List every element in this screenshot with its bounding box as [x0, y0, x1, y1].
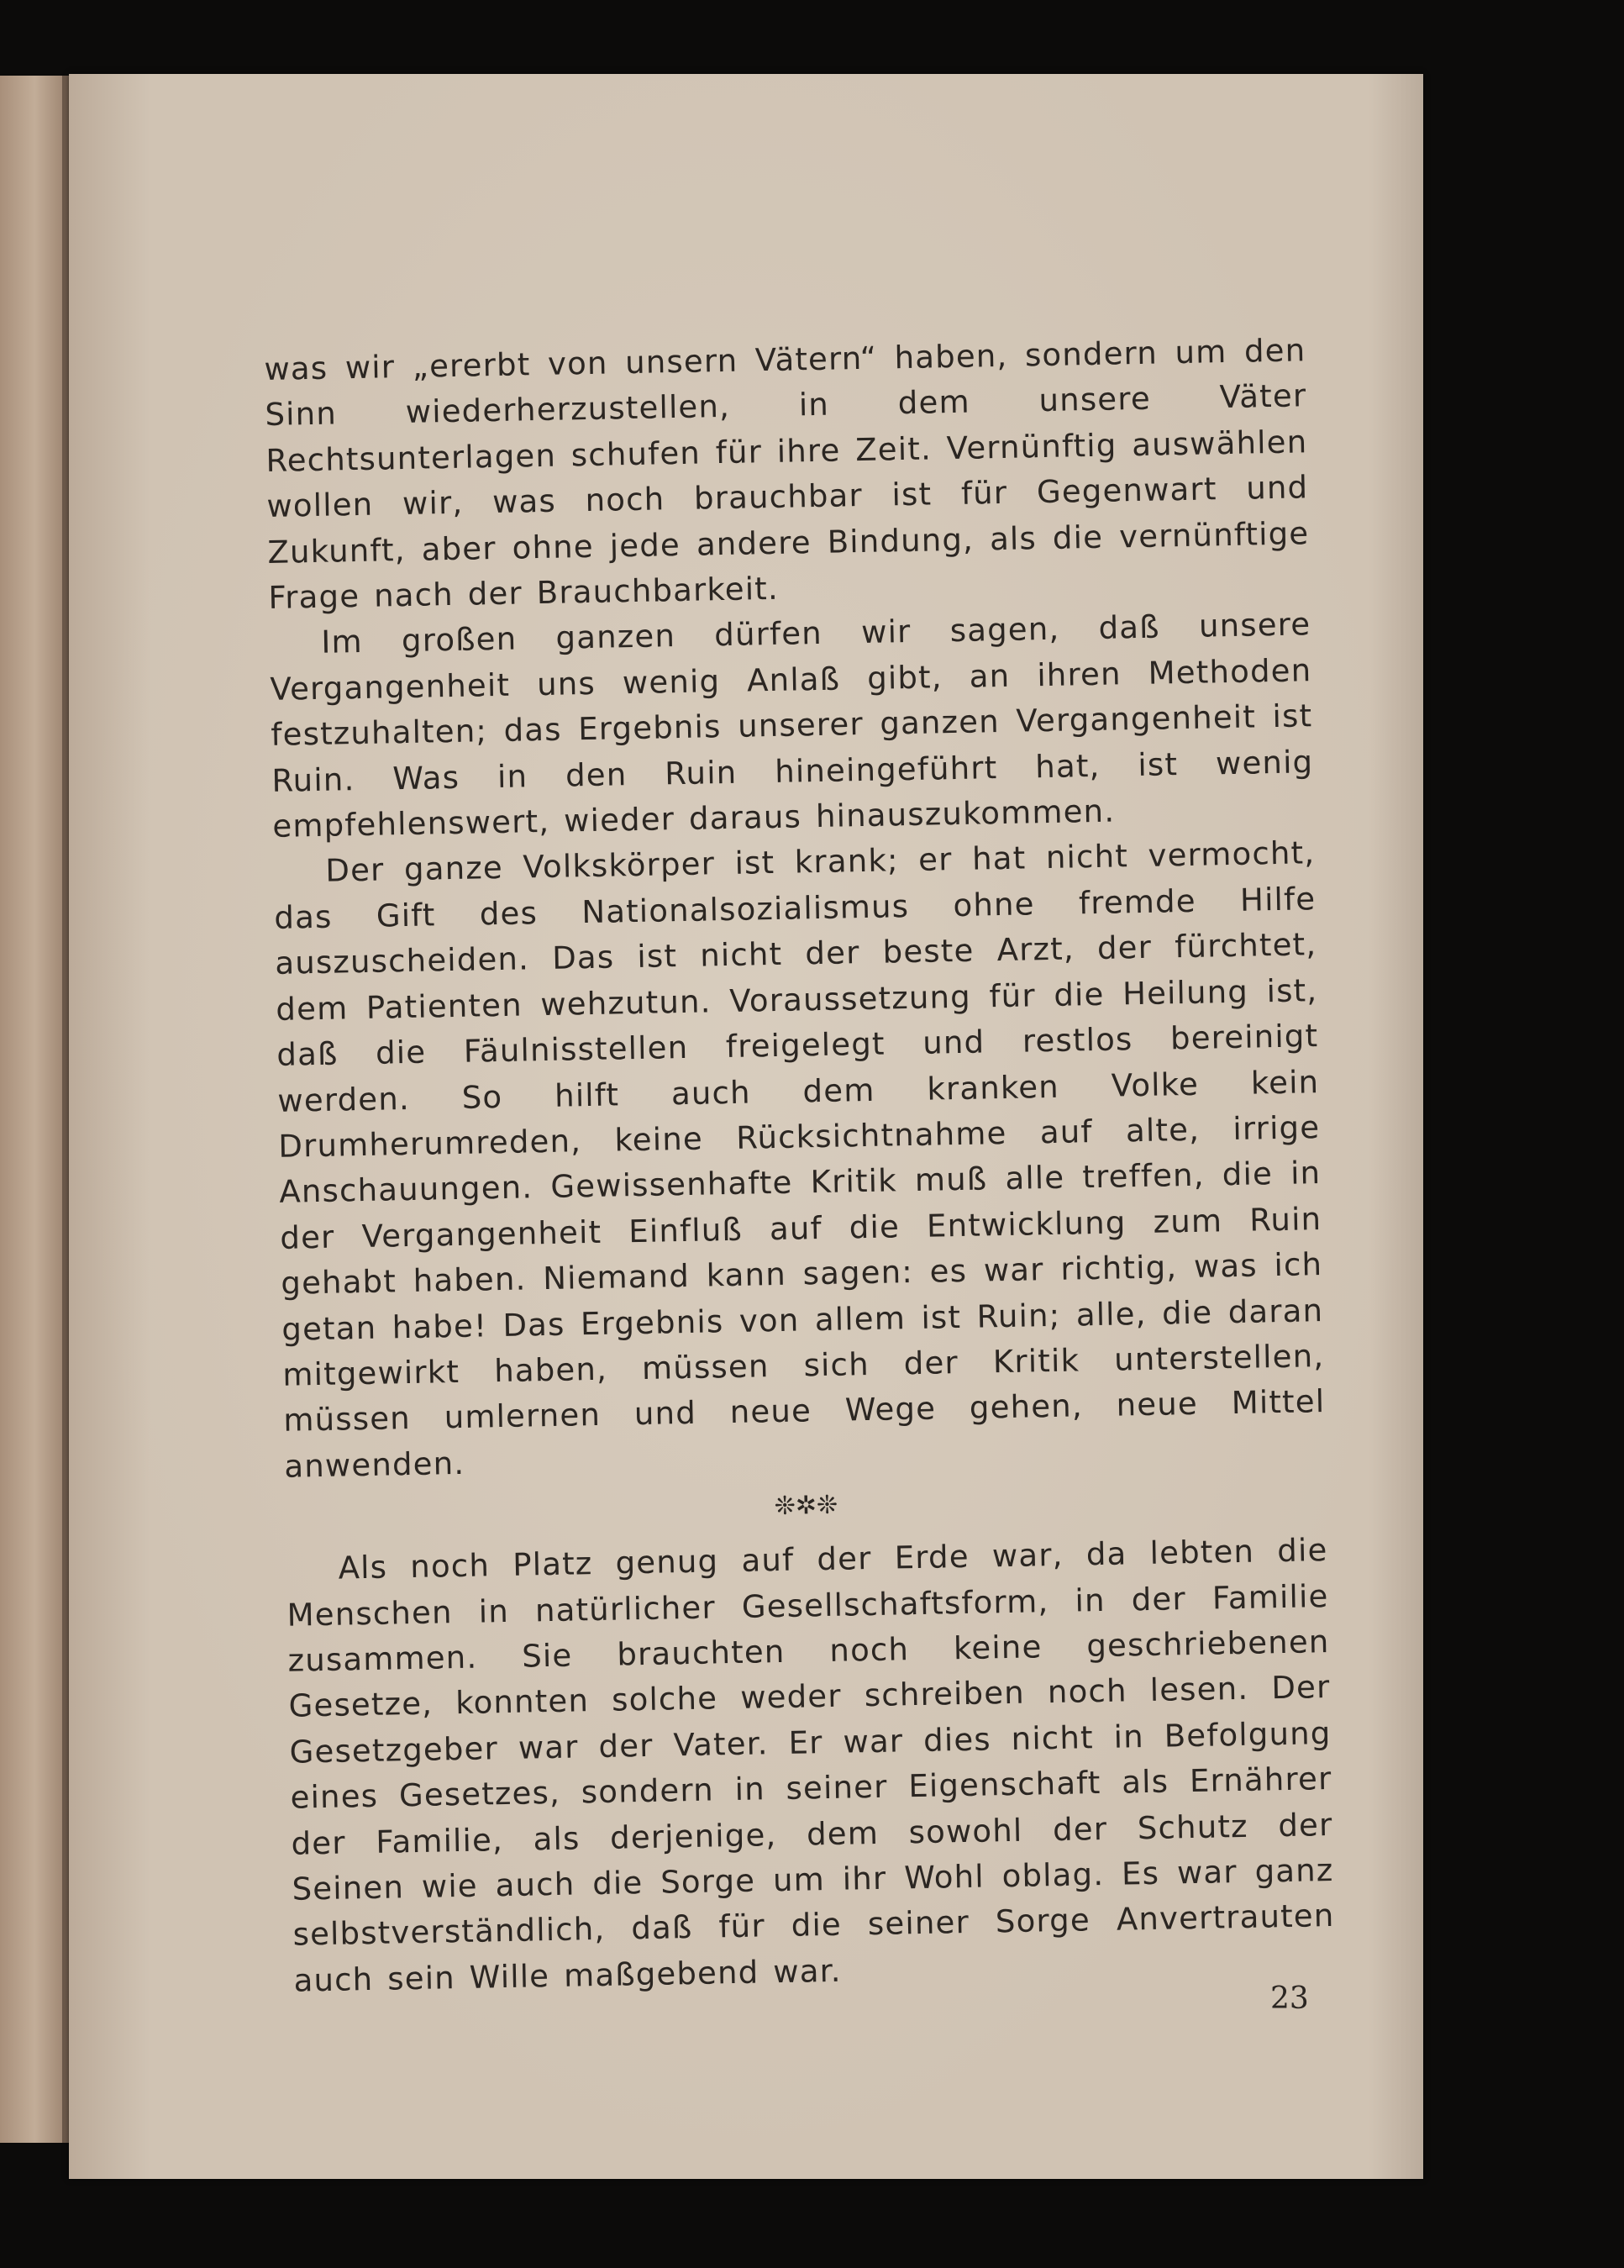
paragraph-4: Als noch Platz genug auf der Erde war, da lebten die Menschen in natürlicher Gesellschaftsform, in der Familie zusammen. Sie brauchten noch keine geschriebenen Gesetze, konnten solche weder schreiben noch lesen. Der Gesetzgeber war der Vater. Er war dies nicht in Befolgung eines Gesetzes, sondern in seiner Eigenschaft als Ernährer der Familie, als derjenige, dem sowohl der Schutz der Seinen wie auch die Sorge um ihr Wohl oblag. Es war ganz selbstverständlich, daß für die seiner Sorge Anvertrauten auch sein Wille maßgebend war.	[286, 1532, 1335, 1999]
page-number: 23	[1270, 1981, 1309, 2016]
paragraph-2: Im großen ganzen dürfen wir sagen, daß unsere Vergangenheit uns wenig Anlaß gibt, an ihren Methoden festzuhalten; das Ergebnis unserer ganzen Vergangenheit ist Ruin. Was in den Ruin hineingeführt hat, ist wenig empfehlenswert, wieder daraus hinauszukommen.	[270, 606, 1314, 845]
body-text	[264, 328, 1336, 2004]
paragraph-1: was wir „ererbt von unsern Vätern“ haben, sondern um den Sinn wiederherzustellen, in dem unsere Väter Rechtsunterlagen schufen für ihre Zeit. Vernünftig auswählen wollen wir, was noch brauchbar ist für Gegenwart und Zukunft, aber ohne jede andere Bindung, als die vernünftige Frage nach der Brauchbarkeit.	[264, 332, 1310, 616]
paragraph-3: Der ganze Volkskörper ist krank; er hat nicht vermocht, das Gift des Nationalsozialismus ohne fremde Hilfe auszuscheiden. Das ist nicht der beste Arzt, der fürchtet, dem Patienten wehzutun. Voraussetzung für die Heilung ist, daß die Fäulnisstellen freigelegt und restlos bereinigt werden. So hilft auch dem kranken Volke kein Drumherumreden, keine Rücksichtnahme auf alte, irrige Anschauungen. Gewissenhafte Kritik muß alle treffen, die in der Vergangenheit Einfluß auf die Entwicklung zum Ruin gehabt haben. Niemand kann sagen: es war richtig, was ich getan habe! Das Ergebnis von allem ist Ruin; alle, die daran mitgewirkt haben, müssen sich der Kritik unterstellen, müssen umlernen und neue Wege gehen, neue Mittel anwenden.	[274, 834, 1326, 1485]
section-divider-ornament: ❊✲❊	[774, 1490, 838, 1522]
book-page	[69, 74, 1423, 2179]
